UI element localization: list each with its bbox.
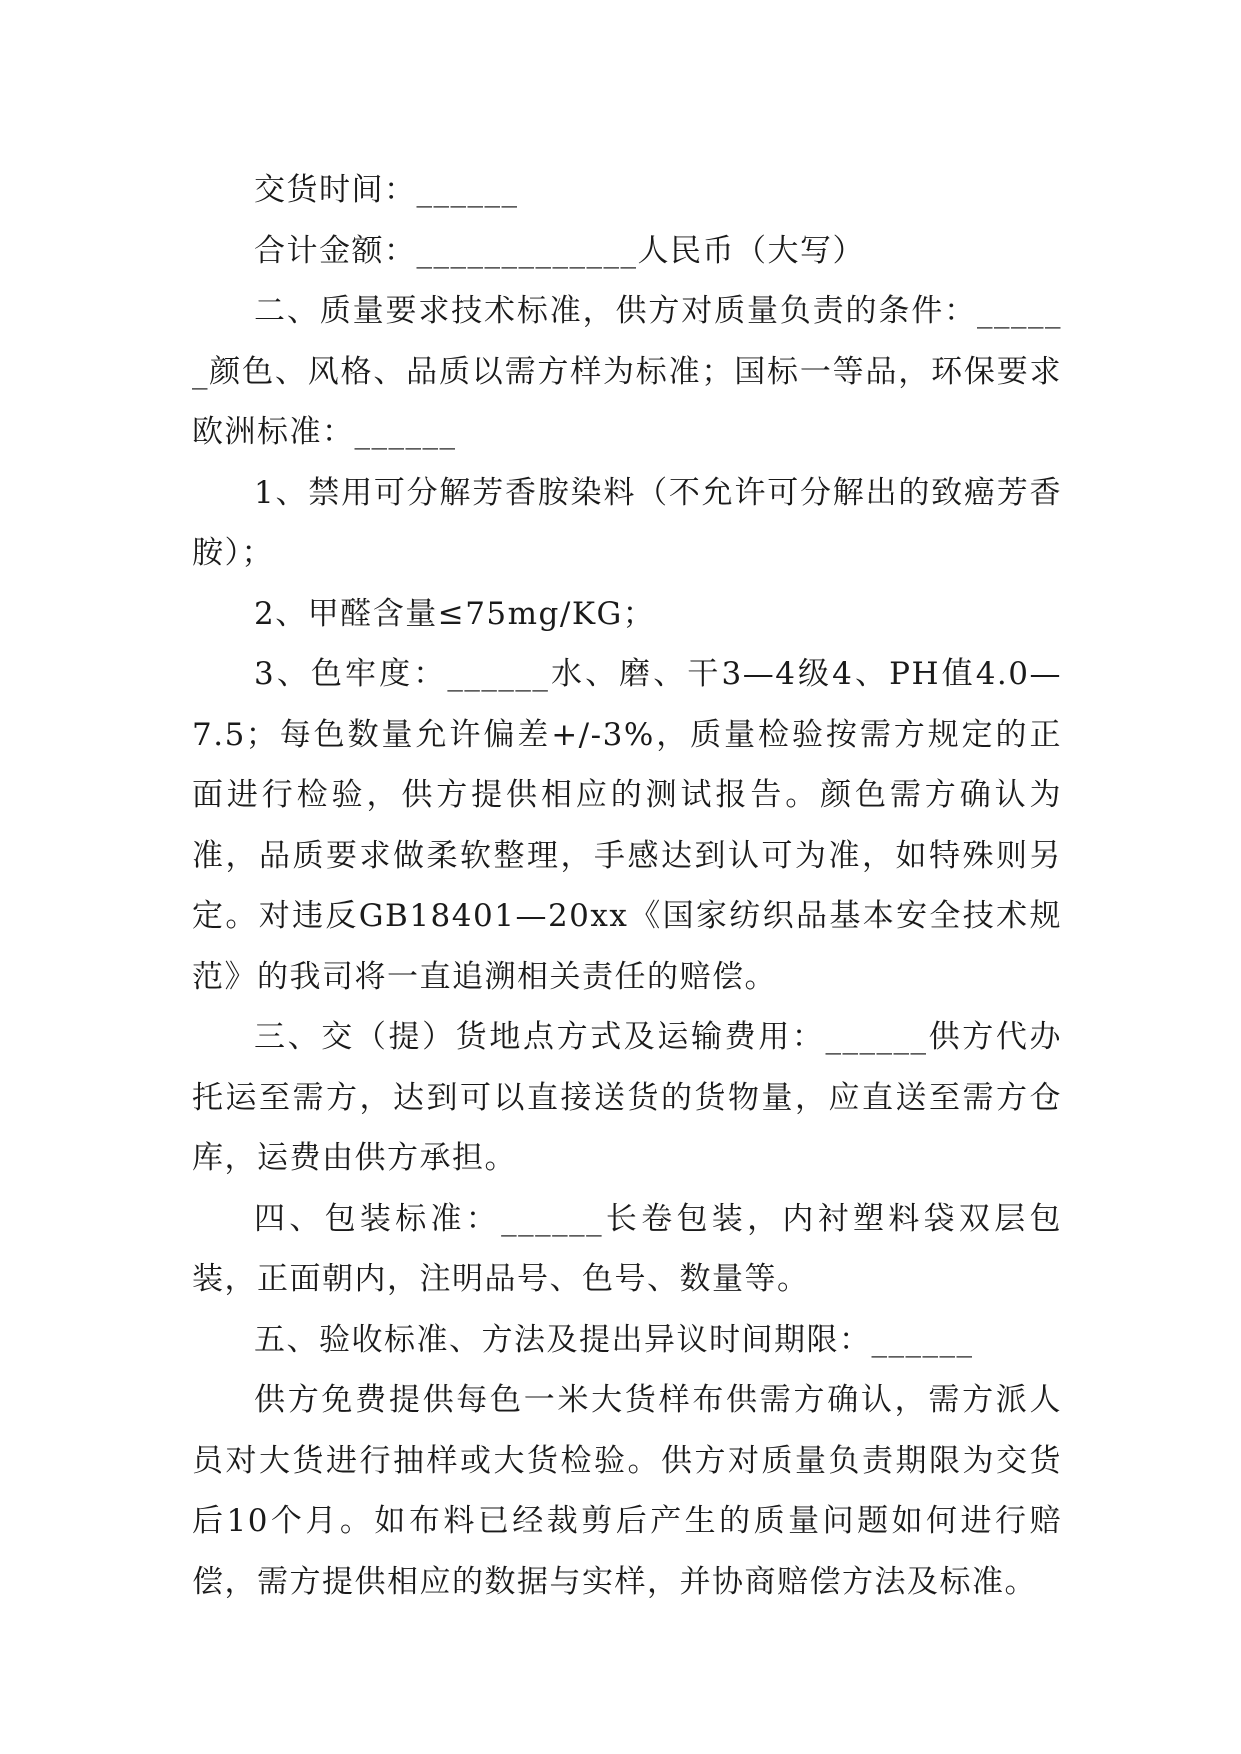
paragraph-formaldehyde: 2、甲醛含量≤75mg/KG；: [254, 595, 656, 632]
paragraph-quality-requirements: 二、质量要求技术标准，供方对质量负责的条件：______颜色、风格、品质以需方样为标准；国标一等品，环保要求欧洲标准：______: [192, 293, 1062, 450]
paragraph-packaging: 四、包装标准：______长卷包装，内衬塑料袋双层包装，正面朝内，注明品号、色号、数量等。: [192, 1200, 1062, 1297]
paragraph-acceptance-standard: 五、验收标准、方法及提出异议时间期限：______: [254, 1321, 974, 1358]
paragraph-delivery-location: 三、交（提）货地点方式及运输费用：______供方代办托运至需方，达到可以直接送货的货物量，应直送至需方仓库，运费由供方承担。: [192, 1019, 1062, 1176]
paragraph-delivery-time: 交货时间：______: [254, 172, 519, 208]
paragraph-azo-dyes: 1、禁用可分解芳香胺染料（不允许可分解出的致癌芳香胺）；: [192, 474, 1062, 571]
paragraph-color-fastness: 3、色牢度：______水、磨、干3—4级4、PH值4.0—7.5；每色数量允许偏差+/-3%，质量检验按需方规定的正面进行检验，供方提供相应的测试报告。颜色需方确认为准，品质要求做柔软整理，手感达到认可为准，如特殊则另定。对违反GB18401—20xx《国家纺织品基本安全技术规范》的我司将一直追溯相关责任的赔偿。: [192, 656, 1062, 995]
paragraph-sample-inspection: 供方免费提供每色一米大货样布供需方确认，需方派人员对大货进行抽样或大货检验。供方对质量负责期限为交货后10个月。如布料已经裁剪后产生的质量问题如何进行赔偿，需方提供相应的数据与实样，并协商赔偿方法及标准。: [192, 1382, 1062, 1600]
document-body: [192, 160, 1062, 1612]
paragraph-total-amount: 合计金额：_____________人民币（大写）: [254, 232, 865, 269]
